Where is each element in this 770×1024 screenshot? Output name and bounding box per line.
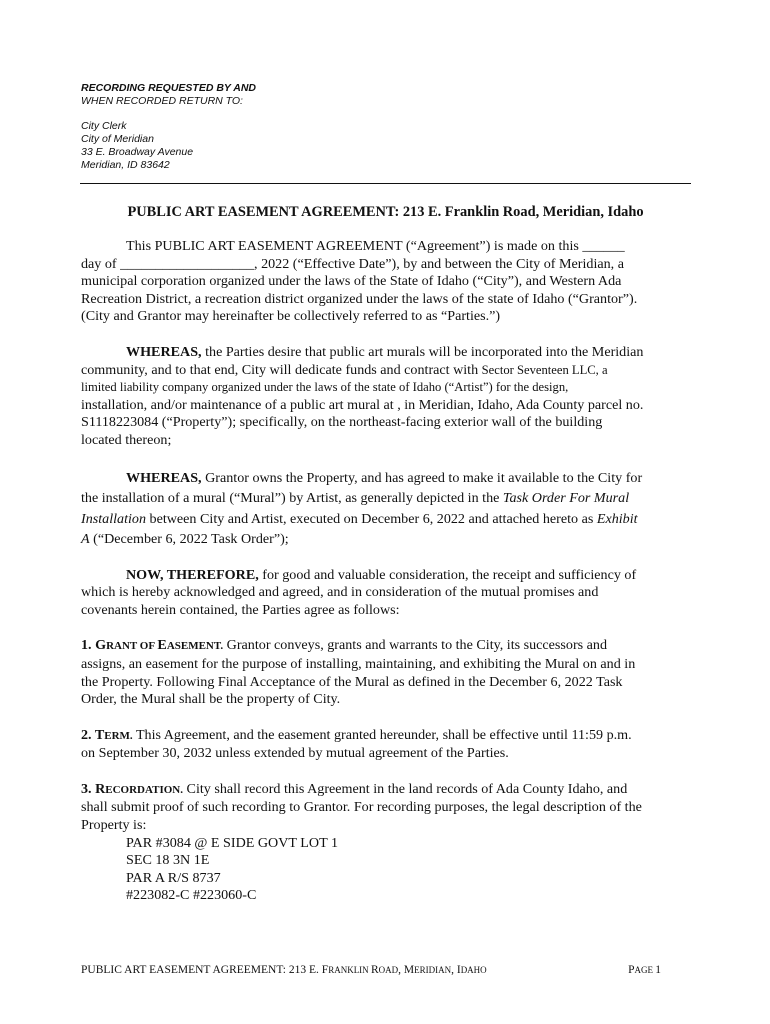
- address-line: Meridian, ID 83642: [81, 159, 170, 171]
- task-order-title: Task Order For Mural: [502, 490, 630, 507]
- text-line: the Parties desire that public art murals will be incorporated into the Meridian: [201, 343, 644, 360]
- address-line: City Clerk: [81, 120, 127, 132]
- text-line: which is hereby acknowledged and agreed, and in consideration of the mutual promises and: [81, 584, 599, 601]
- text-line: day of ___________________, 2022 (“Effective Date”), by and between the City of Meridian, a: [81, 255, 624, 272]
- address-line: 33 E. Broadway Avenue: [81, 146, 194, 158]
- section-grant-of-easement: [81, 637, 691, 708]
- section-term: [81, 727, 691, 763]
- text-line: the Property. Following Final Acceptance of the Mural as defined in the December 6, 2022 Task: [81, 673, 623, 690]
- legal-line: PAR A R/S 8737: [126, 869, 221, 886]
- recording-requested-line: RECORDING REQUESTED BY AND: [81, 82, 257, 94]
- return-to-line: WHEN RECORDED RETURN TO:: [81, 95, 243, 107]
- legal-line: #223082-C #223060-C: [126, 887, 257, 904]
- whereas-paragraph-1: [81, 344, 691, 450]
- intro-paragraph: [81, 238, 691, 326]
- section-heading: 1. GRANT OF EASEMENT.: [81, 637, 224, 654]
- text-line: Grantor owns the Property, and has agreed to make it available to the City for: [201, 469, 643, 486]
- now-therefore-lead: NOW, THEREFORE,: [126, 566, 259, 583]
- text-line: the installation of a mural (“Mural”) by Artist, as generally depicted in the: [81, 490, 503, 507]
- text-line: Property is:: [81, 817, 147, 834]
- whereas-lead: WHEREAS,: [126, 469, 202, 486]
- text-line: (“December 6, 2022 Task Order”);: [89, 531, 289, 548]
- exhibit-ref: A: [81, 531, 90, 548]
- text-line: installation, and/or maintenance of a public art mural at , in Meridian, Idaho, Ada County parcel no.: [81, 396, 644, 413]
- text-line: Grantor conveys, grants and warrants to the City, its successors and: [223, 637, 607, 654]
- exhibit-ref: Exhibit: [596, 510, 638, 527]
- text-line: S1118223084 (“Property”); specifically, on the northeast-facing exterior wall of the building: [81, 414, 603, 431]
- artist-name: Sector Seventeen LLC, a: [481, 362, 608, 377]
- section-recordation: [81, 781, 691, 835]
- legal-line: SEC 18 3N 1E: [126, 852, 210, 869]
- address-line: City of Meridian: [81, 133, 154, 145]
- text-line: municipal corporation organized under the laws of the State of Idaho (“City”), and Western Ada: [81, 273, 622, 290]
- legal-description: [81, 835, 691, 905]
- now-therefore-paragraph: [81, 567, 691, 620]
- text-line: for good and valuable consideration, the receipt and sufficiency of: [258, 566, 637, 583]
- whereas-lead: WHEREAS,: [126, 343, 202, 360]
- text-line: This Agreement, and the easement granted hereunder, shall be effective until 11:59 p.m.: [132, 726, 632, 743]
- text-line: shall submit proof of such recording to Grantor. For recording purposes, the legal description of the: [81, 799, 642, 816]
- section-heading: 2. TERM.: [81, 726, 133, 743]
- text-line: assigns, an easement for the purpose of installing, maintaining, and exhibiting the Mural on and in: [81, 655, 636, 672]
- document-body: [81, 238, 691, 905]
- text-line: on September 30, 2032 unless extended by mutual agreement of the Parties.: [81, 745, 509, 762]
- text-line: Recreation District, a recreation district organized under the laws of the state of Idaho (“Grantor”).: [81, 290, 638, 307]
- section-heading: 3. RECORDATION.: [81, 780, 184, 797]
- text-line: This PUBLIC ART EASEMENT AGREEMENT (“Agreement”) is made on this ______: [126, 238, 625, 254]
- text-line: City shall record this Agreement in the land records of Ada County Idaho, and: [183, 780, 628, 797]
- text-line: between City and Artist, executed on December 6, 2022 and attached hereto as: [146, 510, 597, 527]
- text-line: located thereon;: [81, 431, 172, 448]
- text-line: Order, the Mural shall be the property of City.: [81, 691, 341, 708]
- legal-line: PAR #3084 @ E SIDE GOVT LOT 1: [126, 834, 339, 851]
- text-line: community, and to that end, City will dedicate funds and contract with: [81, 361, 482, 378]
- task-order-title: Installation: [81, 510, 146, 527]
- text-line: (City and Grantor may hereinafter be collectively referred to as “Parties.”): [81, 308, 501, 325]
- page-number: PAGE 1: [628, 964, 661, 976]
- text-line: limited liability company organized under the laws of the state of Idaho (“Artist”) for the design,: [81, 380, 569, 395]
- header-divider: [80, 183, 691, 184]
- text-line: covenants herein contained, the Parties agree as follows:: [81, 601, 400, 618]
- whereas-paragraph-2: [81, 468, 691, 550]
- footer-title: PUBLIC ART EASEMENT AGREEMENT: 213 E. FRANKLIN ROAD, MERIDIAN, IDAHO: [81, 964, 487, 976]
- document-title: PUBLIC ART EASEMENT AGREEMENT: 213 E. Franklin Road, Meridian, Idaho: [127, 204, 644, 220]
- recording-header: [81, 82, 481, 172]
